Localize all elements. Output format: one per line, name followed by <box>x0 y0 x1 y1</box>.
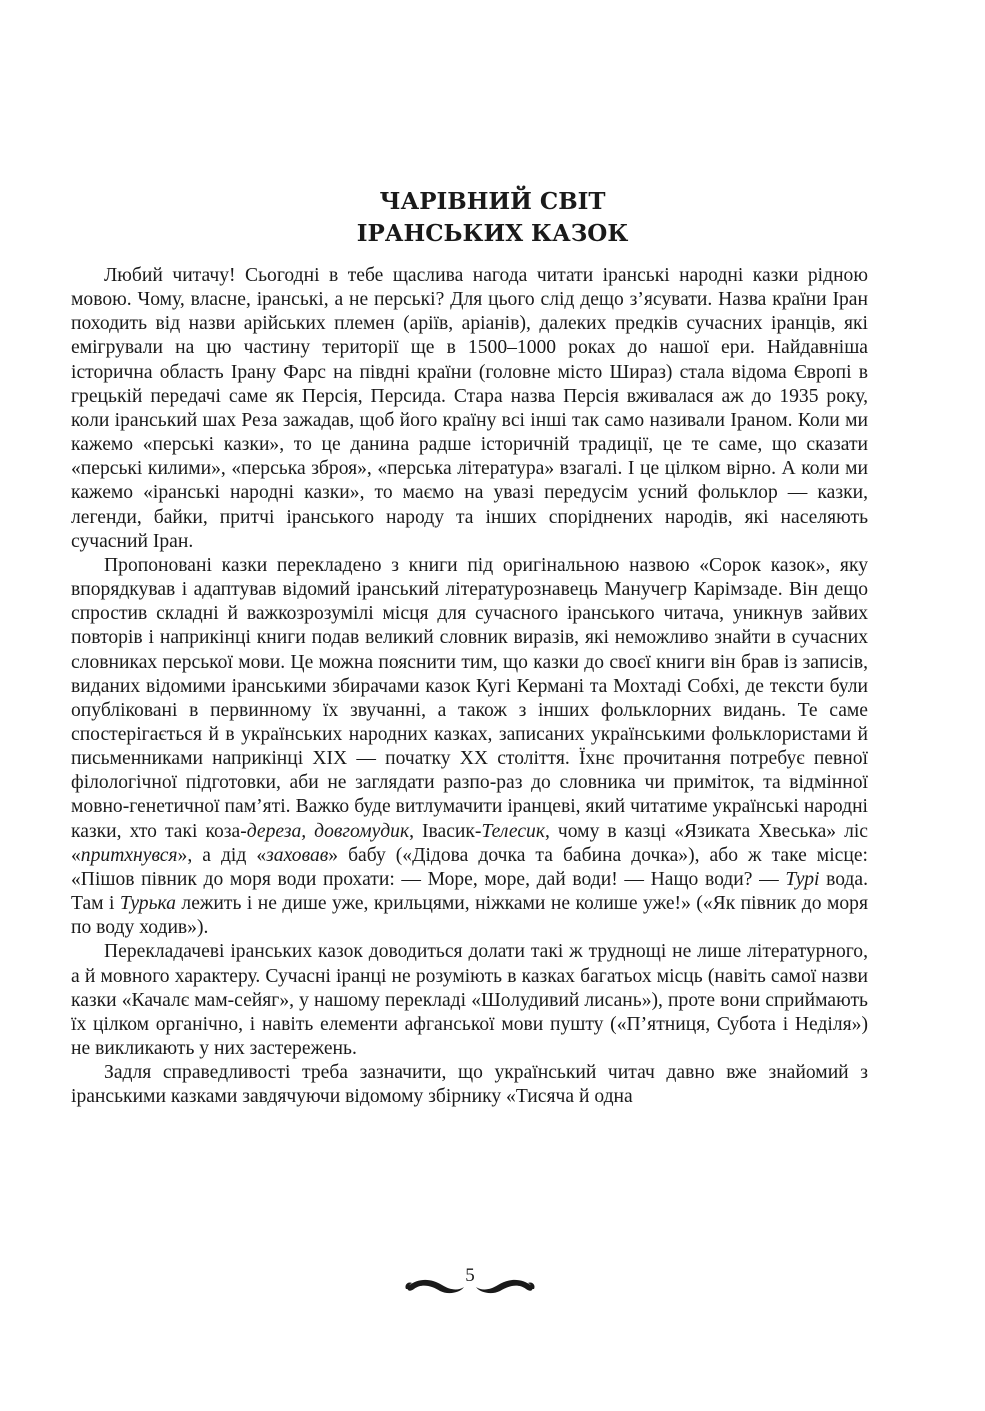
text-run: , Івасик- <box>409 820 482 842</box>
text-run: », а дід « <box>177 844 267 866</box>
paragraph <box>71 554 868 941</box>
text-run: , чому в казці «Язиката Хвеська» ліс « <box>71 820 868 866</box>
text-run: Пропоновані казки перекладено з книги під оригінальною назвою «Сорок казок», яку впорядкував і адаптував відомий іранський літературознавець Манучегр Карімзаде. Він дещо спростив складні й важкозрозумілі місця для сучасного іранського читача, уникнув зайвих повторів і наприкінці книги подав великий словник виразів, які неможливо знайти в сучасних словниках перської мови. Це можна пояснити тим, що казки до своєї книги він брав із записів, виданих відомими іранськими збирачами казок Кугі Кермані та Мохтаді Собхі, де тексти були опубліковані в первинному їх звучанні, а також з інших фольклорних видань. Те саме спостерігається й в українських народних казках, записаних українськими фольклористами й письменниками наприкінці XIX — початку XX століття. Їхнє прочитання потребує певної філологічної підготовки, аби не заглядати разпо-раз до словника чи приміток, та відмінної мовно-генетичної пам’яті. Важко буде витлумачити іранцеві, який читатиме українські народні казки, хто такі коза- <box>71 554 868 842</box>
italic-text-run: заховав <box>266 844 329 866</box>
chapter-title <box>0 186 985 250</box>
body-text <box>71 264 868 1109</box>
text-run: » бабу («Дідова дочка та бабина дочка»), або ж таке місце: «Пішов півник до моря води прохати: — Море, море, дай води! — Нащо води? — <box>71 844 868 890</box>
paragraph <box>71 940 868 1061</box>
text-run: лежить і не дише уже, крильцями, ніжками не колише уже!» («Як півник до моря по воду ходив»). <box>71 893 868 939</box>
paragraph <box>71 1061 868 1109</box>
text-run: вода. Там і <box>71 868 868 915</box>
text-run: Любий читачу! Сьогодні в тебе щаслива нагода читати іранські народні казки рідною мовою. Чому, власне, іранські, а не перські? Для цього слід дещо з’ясувати. Назва країни Іран походить від назви арійських племен (аріїв, аріанів), далеких предків сучасних іранців, які емігрували на цю частину території ще в 1500–1000 роках до нашої ери. Найдавніша історична область Ірану Фарс на півдні країни (головне місто Шираз) стала відома Європі в грецькій передачі саме як Персія, Персида. Стара назва Персія вживалася аж до 1935 року, коли іранський шах Реза зажадав, щоб його країну всі інші так само називали Іраном. Коли ми кажемо «перські казки», то це данина радше історичній традиції, це те саме, що сказати «перські килими», «перська зброя», «перська література» взагалі. І це цілком вірно. А коли ми кажемо «іранські народні казки», то маємо на увазі передусім усний фольклор — казки, легенди, байки, притчі іранського народу та інших споріднених народів, які населяють сучасний Іран. <box>71 265 868 552</box>
page-footer <box>0 1265 985 1305</box>
italic-text-run: дереза, довгомудик <box>246 820 410 842</box>
chapter-title-line-1: ЧАРІВНИЙ СВІТ <box>379 188 606 215</box>
page-number: 5 <box>465 1265 475 1286</box>
chapter-title-line-2: ІРАНСЬКИХ КАЗОК <box>356 220 629 247</box>
italic-text-run: Турька <box>119 893 176 915</box>
paragraph <box>71 264 868 554</box>
text-run: Перекладачеві іранських казок доводиться долати такі ж труднощі не лише літературного, а й мовного характеру. Сучасні іранці не розуміють в казках багатьох місць (навіть самої назви казки «Качалє мам-сейяг», у нашому перекладі «Шолудивий лисань»), проте вони сприймають їх цілком органічно, і навіть елементи афганської мови пушту («П’ятниця, Субота і Неділя») не викликають у них застережень. <box>71 941 868 1059</box>
italic-text-run: притхнувся <box>80 844 178 866</box>
italic-text-run: Телесик <box>481 820 545 842</box>
italic-text-run: Турі <box>785 868 820 890</box>
text-run: Задля справедливості треба зазначити, що український читач давно вже знайомий з іранськими казками завдячуючи відомому збірнику «Тисяча й одна <box>71 1062 868 1108</box>
